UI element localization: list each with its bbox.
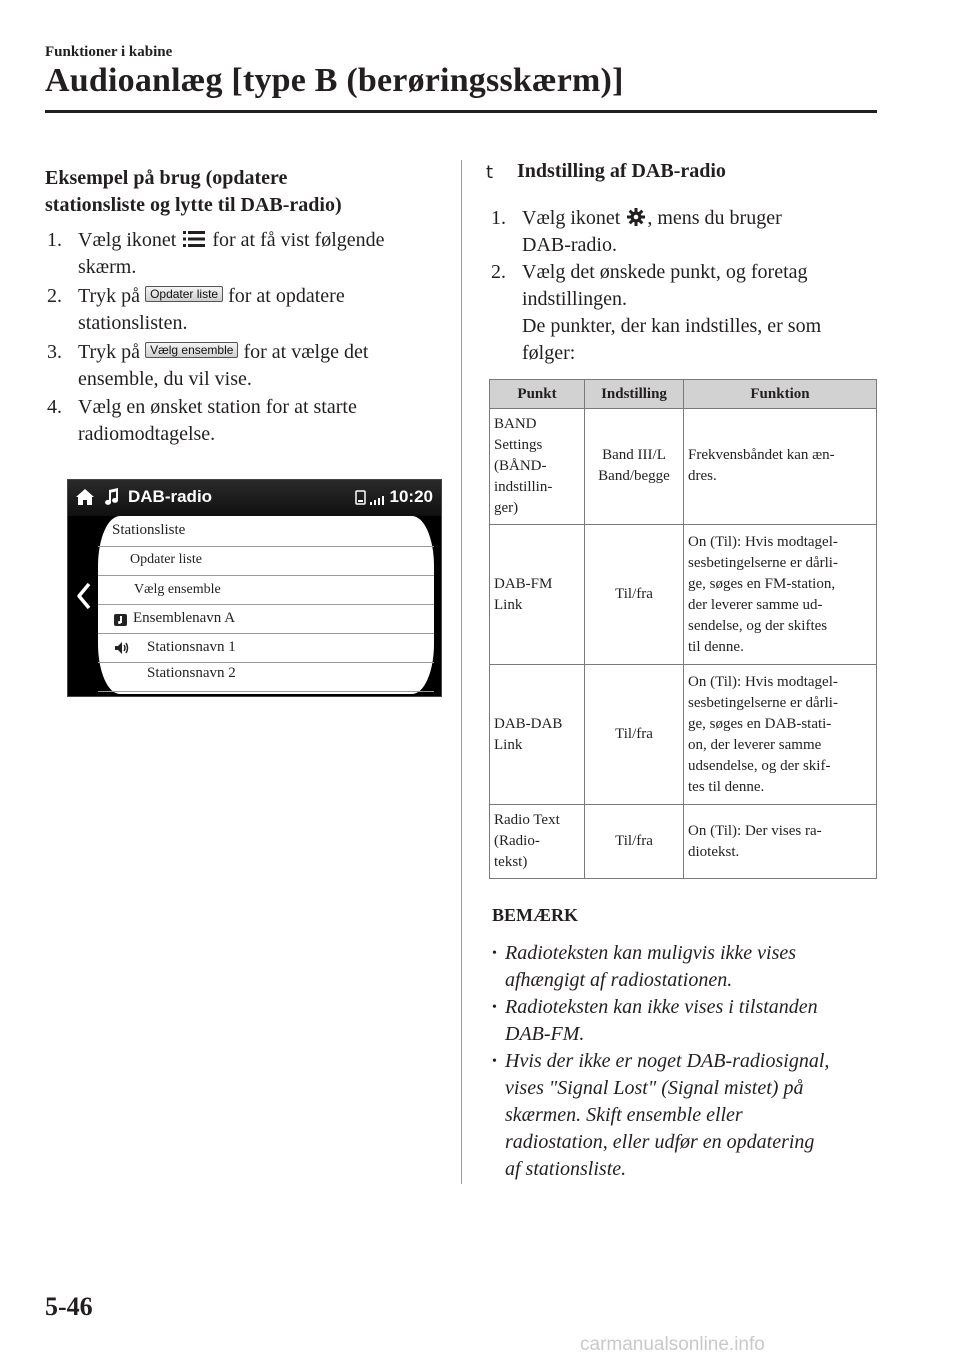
- cell-item: [490, 525, 585, 665]
- note-item: [492, 994, 872, 1048]
- cell-line: diotekst.: [688, 843, 740, 860]
- step-text: Tryk på: [78, 341, 141, 363]
- note-line: Radioteksten kan muligvis ikke vises: [505, 942, 797, 964]
- step-paragraph-line2: følger:: [522, 342, 576, 364]
- cell-line: Band III/L: [602, 447, 666, 463]
- step-text-cont: skærm.: [78, 256, 137, 278]
- note-line: Radioteksten kan ikke vises i tilstanden: [505, 996, 818, 1018]
- cell-line: sesbetingelserne er dårli-: [688, 694, 838, 711]
- cell-line: sendelse, og der skiftes: [688, 617, 828, 634]
- cell-line: der leverer samme ud-: [688, 596, 823, 613]
- step-text: Vælg det ønskede punkt, og foretag: [522, 261, 808, 283]
- example-heading: [45, 165, 445, 219]
- dab-settings-heading-text: Indstilling af DAB-radio: [517, 160, 726, 182]
- step-text: Vælg ikonet: [522, 207, 621, 229]
- list-item-label: Opdater liste: [130, 552, 202, 567]
- dab-clock: 10:20: [389, 487, 433, 506]
- cell-line: ge, søges en DAB-stati-: [688, 715, 832, 732]
- step-number: 4.: [47, 396, 62, 418]
- dab-radio-screen: [67, 479, 442, 697]
- title-rule: [45, 110, 877, 113]
- left-step-1: [47, 227, 447, 281]
- left-step-3: [47, 339, 447, 393]
- cell-line: Frekvensbåndet kan æn-: [688, 447, 835, 463]
- list-item[interactable]: [98, 663, 434, 692]
- music-note-icon: [104, 488, 120, 506]
- cell-line: Til/fra: [615, 586, 653, 602]
- list-item-label: Stationsliste: [112, 522, 186, 538]
- note-line: DAB-FM.: [505, 1023, 585, 1045]
- cell-line: On (Til): Hvis modtagel-: [688, 533, 838, 550]
- ensemble-icon: [114, 612, 127, 626]
- cell-line: Til/fra: [615, 833, 653, 849]
- table-row: [490, 525, 877, 665]
- note-item: [492, 1048, 872, 1183]
- table-row: [490, 665, 877, 805]
- speaker-icon: [114, 641, 130, 655]
- cell-line: ger): [494, 500, 519, 516]
- step-text: , mens du bruger: [647, 207, 782, 229]
- step-number: 2.: [491, 261, 506, 283]
- left-step-2: [47, 283, 447, 337]
- list-item[interactable]: [98, 605, 434, 634]
- table-header-row: [490, 380, 877, 409]
- cell-setting: [585, 805, 684, 879]
- cell-line: dres.: [688, 468, 717, 484]
- cell-line: ge, søges en FM-station,: [688, 575, 836, 592]
- list-item[interactable]: [98, 516, 434, 547]
- step-text: Vælg ikonet: [78, 229, 177, 251]
- cell-function: [684, 805, 877, 879]
- cell-line: indstillin-: [494, 479, 553, 495]
- dab-topbar: [68, 480, 441, 516]
- cell-line: Settings: [494, 437, 543, 453]
- column-header-indstilling: Indstilling: [585, 380, 684, 409]
- section-label: Funktioner i kabine: [45, 44, 173, 60]
- cell-line: DAB-DAB: [494, 715, 563, 732]
- cell-line: on, der leverer samme: [688, 736, 822, 753]
- opdater-liste-button: Opdater liste: [145, 286, 223, 302]
- dab-station-list: [98, 516, 434, 694]
- watermark: carmanualsonline.info: [580, 1334, 765, 1355]
- step-text-cont: ensemble, du vil vise.: [78, 368, 252, 390]
- cell-line: On (Til): Hvis modtagel-: [688, 673, 838, 690]
- cell-line: sesbetingelserne er dårli-: [688, 554, 838, 571]
- list-item-label: Ensemblenavn A: [133, 610, 236, 626]
- cell-line: On (Til): Der vises ra-: [688, 822, 822, 839]
- note-line: skærmen. Skift ensemble eller: [505, 1104, 743, 1126]
- vaelg-ensemble-button: Vælg ensemble: [145, 342, 238, 358]
- step-text: Tryk på: [78, 285, 141, 307]
- bullet-dot-icon: •: [492, 1000, 497, 1015]
- dab-list-panel: [68, 516, 441, 697]
- note-item: [492, 940, 872, 994]
- cell-line: udsendelse, og der skif-: [688, 757, 831, 774]
- left-step-4: [47, 394, 447, 448]
- list-item[interactable]: [98, 634, 434, 663]
- list-item-label: Stationsnavn 2: [147, 665, 236, 681]
- note-line: afhængigt af radiostationen.: [505, 969, 733, 991]
- table-row: [490, 409, 877, 525]
- cell-line: Link: [494, 596, 523, 613]
- list-item[interactable]: [98, 547, 434, 576]
- cell-line: Til/fra: [615, 726, 653, 742]
- column-header-punkt: Punkt: [490, 380, 585, 409]
- step-text: for at opdatere: [228, 285, 345, 307]
- home-icon[interactable]: [74, 487, 96, 507]
- note-line: radiostation, eller udfør en opdatering: [505, 1131, 815, 1153]
- example-heading-line1: Eksempel på brug (opdatere: [45, 167, 288, 189]
- step-text-cont: DAB-radio.: [522, 234, 617, 256]
- cell-line: Link: [494, 736, 523, 753]
- note-line: af stationsliste.: [505, 1158, 627, 1180]
- cell-setting: [585, 525, 684, 665]
- cell-line: til denne.: [688, 638, 744, 655]
- back-chevron-icon[interactable]: [76, 582, 92, 610]
- cell-line: tekst): [494, 854, 528, 870]
- section-bullet: t: [486, 162, 494, 183]
- step-text: for at få vist følgende: [212, 229, 385, 251]
- cell-function: [684, 665, 877, 805]
- list-item-label: Stationsnavn 1: [147, 639, 236, 655]
- cell-line: (BÅND-: [494, 458, 547, 474]
- right-step-1: [491, 205, 871, 259]
- column-divider: [461, 160, 462, 1184]
- list-item[interactable]: [98, 576, 434, 605]
- cell-line: (Radio-: [494, 833, 540, 849]
- step-number: 3.: [47, 341, 62, 363]
- step-text: Vælg en ønsket station for at starte: [78, 396, 357, 418]
- bullet-dot-icon: •: [492, 1054, 497, 1069]
- note-line: Hvis der ikke er noget DAB-radiosignal,: [505, 1050, 830, 1072]
- step-number: 2.: [47, 285, 62, 307]
- cell-function: [684, 525, 877, 665]
- cell-line: DAB-FM: [494, 575, 553, 592]
- column-header-funktion: Funktion: [684, 380, 877, 409]
- cell-item: [490, 665, 585, 805]
- dab-settings-heading: [487, 160, 726, 183]
- step-text-cont: indstillingen.: [522, 288, 627, 310]
- cell-setting: [585, 409, 684, 525]
- cell-setting: [585, 665, 684, 805]
- example-heading-line2: stationsliste og lytte til DAB-radio): [45, 194, 342, 216]
- cell-item: [490, 409, 585, 525]
- step-text: for at vælge det: [243, 341, 369, 363]
- settings-table: [489, 379, 877, 879]
- cell-line: Radio Text: [494, 812, 560, 828]
- step-text-cont: radiomodtagelse.: [78, 423, 216, 445]
- step-number: 1.: [491, 207, 506, 229]
- note-line: vises "Signal Lost" (Signal mistet) på: [505, 1077, 804, 1099]
- signal-icon: [355, 488, 389, 508]
- list-item-label: Vælg ensemble: [134, 582, 221, 597]
- cell-line: tes til denne.: [688, 778, 765, 795]
- cell-line: BAND: [494, 416, 537, 432]
- cell-function: [684, 409, 877, 525]
- cell-line: Band/begge: [598, 468, 670, 484]
- gear-icon: [626, 207, 646, 227]
- table-row: [490, 805, 877, 879]
- step-paragraph-line1: De punkter, der kan indstilles, er som: [522, 315, 822, 337]
- list-icon: [183, 229, 205, 249]
- page-title: Audioanlæg [type B (berøringsskærm)]: [45, 62, 624, 99]
- step-text-cont: stationslisten.: [78, 312, 188, 334]
- step-number: 1.: [47, 229, 62, 251]
- bullet-dot-icon: •: [492, 946, 497, 961]
- right-step-2: [491, 259, 871, 367]
- dab-topbar-title: DAB-radio: [128, 487, 213, 506]
- cell-item: [490, 805, 585, 879]
- note-heading: BEMÆRK: [492, 905, 579, 925]
- page-number: 5-46: [45, 1292, 93, 1321]
